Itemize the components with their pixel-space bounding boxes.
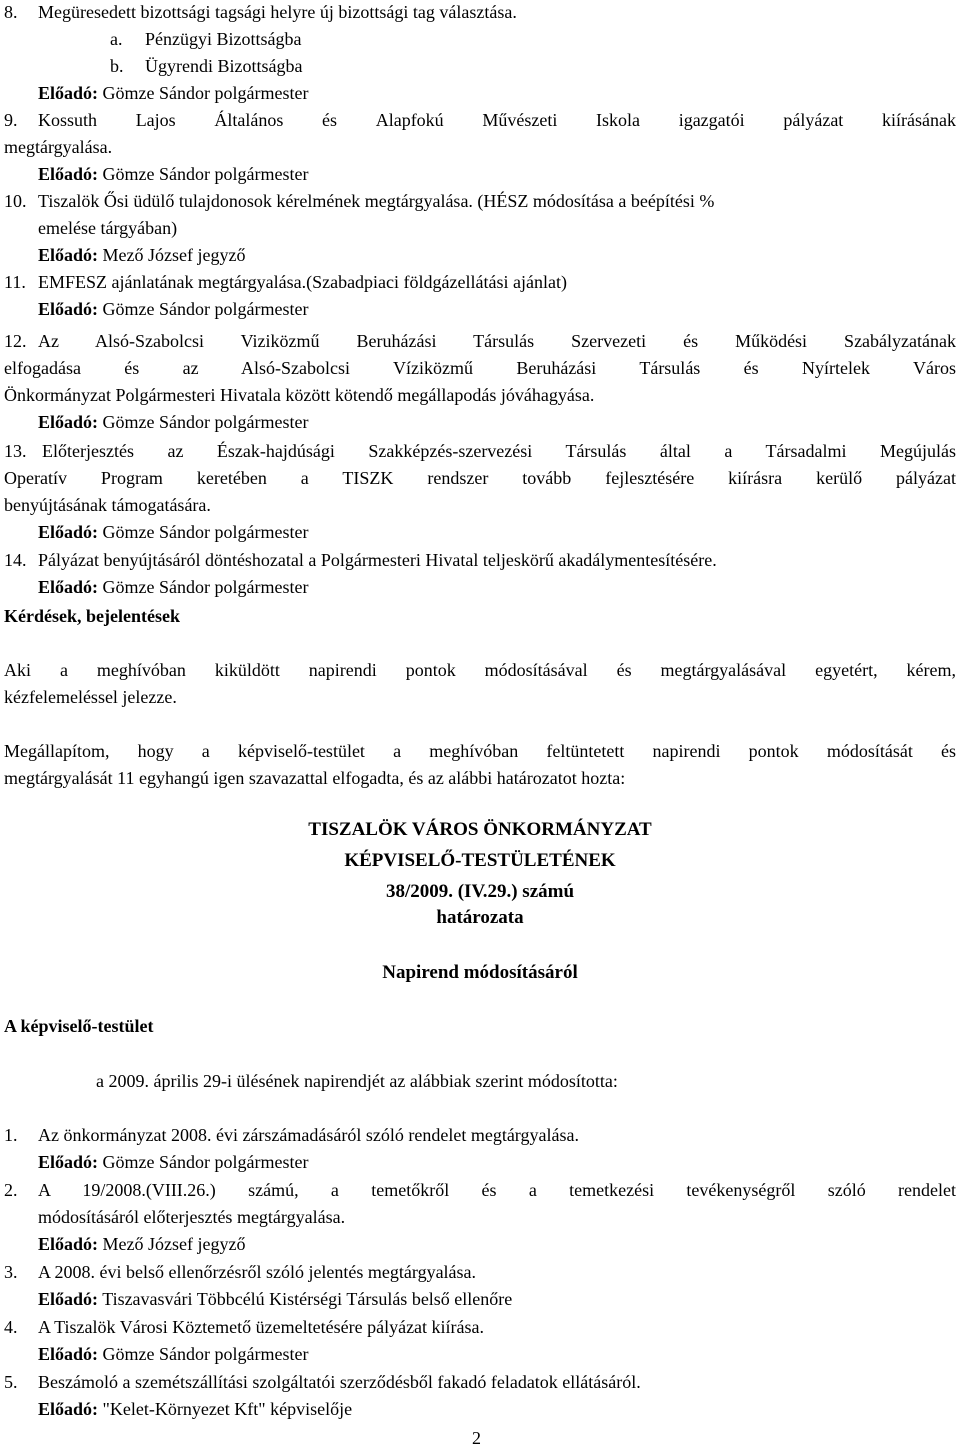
- presenter-line: [38, 299, 308, 319]
- presenter-line: [38, 412, 308, 432]
- item-number: 1.: [4, 1125, 18, 1145]
- presenter-label: Előadó:: [38, 412, 99, 432]
- presenter-label: Előadó:: [38, 522, 99, 542]
- resolution-subject: Napirend módosításáról: [382, 962, 578, 983]
- presenter-line: [38, 577, 308, 597]
- presenter-name: "Kelet-Környezet Kft" képviselője: [102, 1399, 353, 1419]
- item-number: 9.: [4, 110, 18, 130]
- presenter-line: [38, 83, 308, 103]
- presenter-name: Gömze Sándor polgármester: [102, 299, 309, 319]
- resolution-title-line: határozata: [436, 907, 524, 928]
- presenter-label: Előadó:: [38, 245, 99, 265]
- page-number: 2: [472, 1428, 481, 1448]
- resolution-title-line: 38/2009. (IV.29.) számú: [385, 881, 575, 902]
- agenda-item-text: Pályázat benyújtásáról döntéshozatal a Polgármesteri Hivatal teljeskörű akadálymentesítésére.: [38, 550, 717, 570]
- item-number: 14.: [4, 550, 27, 570]
- section-heading: Kérdések, bejelentések: [4, 606, 180, 626]
- resolution-intro: a 2009. április 29-i ülésének napirendjét az alábbiak szerint módosította:: [96, 1071, 618, 1091]
- presenter-label: Előadó:: [38, 1344, 99, 1364]
- presenter-label: Előadó:: [38, 83, 99, 103]
- presenter-name: Gömze Sándor polgármester: [102, 412, 309, 432]
- agenda-item-text-cont: megtárgyalása.: [4, 137, 113, 157]
- presenter-label: Előadó:: [38, 1289, 99, 1309]
- sub-item-text: Ügyrendi Bizottságba: [145, 56, 303, 76]
- presenter-line: [38, 522, 308, 542]
- sub-item-text: Pénzügyi Bizottságba: [145, 29, 302, 49]
- presenter-name: Tiszavasvári Többcélú Kistérségi Társulás belső ellenőre: [102, 1289, 513, 1309]
- item-number: 12.: [4, 331, 27, 351]
- presenter-label: Előadó:: [38, 1399, 99, 1419]
- agenda-item-text: A Tiszalök Városi Köztemető üzemeltetésére pályázat kiírása.: [38, 1317, 485, 1337]
- agenda-item-text: A 2008. évi belső ellenőrzésről szóló jelentés megtárgyalása.: [38, 1262, 477, 1282]
- presenter-line: [38, 164, 308, 184]
- presenter-line: [38, 245, 245, 265]
- item-number: 10.: [4, 191, 27, 211]
- resolution-body-label: A képviselő-testület: [4, 1016, 154, 1036]
- agenda-item-text-cont: benyújtásának támogatására.: [4, 495, 211, 515]
- agenda-item-text: Megüresedett bizottsági tagsági helyre új bizottsági tag választása.: [38, 2, 517, 22]
- item-number: 13.: [4, 441, 27, 461]
- paragraph-line: kézfelemeléssel jelezze.: [4, 687, 177, 707]
- presenter-name: Gömze Sándor polgármester: [102, 577, 309, 597]
- presenter-label: Előadó:: [38, 1152, 99, 1172]
- paragraph-line: Megállapítom, hogy a képviselő-testület a meghívóban feltüntetett napirendi pontok módosítását és: [4, 741, 956, 761]
- item-number: 2.: [4, 1180, 18, 1200]
- agenda-item-text-cont: emelése tárgyában): [38, 218, 178, 238]
- presenter-line: [38, 1289, 512, 1309]
- presenter-label: Előadó:: [38, 577, 99, 597]
- presenter-line: [38, 1234, 245, 1254]
- agenda-item-text: Tiszalök Ősi üdülő tulajdonosok kérelmének megtárgyalása. (HÉSZ módosítása a beépítési %: [38, 191, 715, 211]
- agenda-item-text: Előterjesztés az Észak-hajdúsági Szakképzés-szervezési Társulás által a Társadalmi Megújulás: [42, 441, 956, 461]
- item-number: 5.: [4, 1372, 18, 1392]
- agenda-item-text-cont: Operatív Program keretében a TISZK rendszer tovább fejlesztésére kiírásra kerülő pályázat: [4, 468, 956, 488]
- item-number: 11.: [4, 272, 26, 292]
- presenter-name: Gömze Sándor polgármester: [102, 83, 309, 103]
- item-number: 8.: [4, 2, 18, 22]
- item-number: 4.: [4, 1317, 18, 1337]
- agenda-item-text-cont: Önkormányzat Polgármesteri Hivatala között kötendő megállapodás jóváhagyása.: [4, 385, 595, 405]
- presenter-name: Gömze Sándor polgármester: [102, 1344, 309, 1364]
- presenter-name: Gömze Sándor polgármester: [102, 1152, 309, 1172]
- presenter-label: Előadó:: [38, 299, 99, 319]
- presenter-name: Gömze Sándor polgármester: [102, 522, 309, 542]
- presenter-name: Gömze Sándor polgármester: [102, 164, 309, 184]
- presenter-line: [38, 1344, 308, 1364]
- agenda-item-text: Az önkormányzat 2008. évi zárszámadásáról szóló rendelet megtárgyalása.: [38, 1125, 579, 1145]
- presenter-name: Mező József jegyző: [102, 1234, 246, 1254]
- presenter-name: Mező József jegyző: [102, 245, 246, 265]
- paragraph-line: megtárgyalását 11 egyhangú igen szavazattal elfogadta, és az alábbi határozatot hozta:: [4, 768, 626, 788]
- presenter-label: Előadó:: [38, 164, 99, 184]
- resolution-title-line: KÉPVISELŐ-TESTÜLETÉNEK: [344, 850, 616, 871]
- justified-line: Kossuth Lajos Általános és Alapfokú Művészeti Iskola igazgatói pályázat kiírásának: [38, 110, 956, 130]
- presenter-line: [38, 1152, 308, 1172]
- agenda-item-text: Az Alsó-Szabolcsi Viziközmű Beruházási Társulás Szervezeti és Működési Szabályzatának: [38, 331, 956, 351]
- agenda-item-text: Beszámoló a szemétszállítási szolgáltatói szerződésből fakadó feladatok ellátásáról.: [38, 1372, 641, 1392]
- agenda-item-text: [38, 110, 956, 130]
- agenda-item-text: EMFESZ ajánlatának megtárgyalása.(Szabadpiaci földgázellátási ajánlat): [38, 272, 567, 292]
- resolution-title-line: TISZALÖK VÁROS ÖNKORMÁNYZAT: [308, 819, 652, 840]
- agenda-item-text-cont: módosításáról előterjesztés megtárgyalása.: [38, 1207, 346, 1227]
- sub-item-letter: b.: [110, 56, 124, 76]
- agenda-item-text-cont: elfogadása és az Alsó-Szabolcsi Víziközmű Beruházási Társulás és Nyírtelek Város: [4, 358, 956, 378]
- agenda-item-text: A 19/2008.(VIII.26.) számú, a temetőkről és a temetkezési tevékenységről szóló rendelet: [38, 1180, 956, 1200]
- paragraph-line: Aki a meghívóban kiküldött napirendi pontok módosításával és megtárgyalásával egyetért, kérem,: [4, 660, 956, 680]
- item-number: 3.: [4, 1262, 18, 1282]
- sub-item-letter: a.: [110, 29, 123, 49]
- presenter-label: Előadó:: [38, 1234, 99, 1254]
- presenter-line: [38, 1399, 352, 1419]
